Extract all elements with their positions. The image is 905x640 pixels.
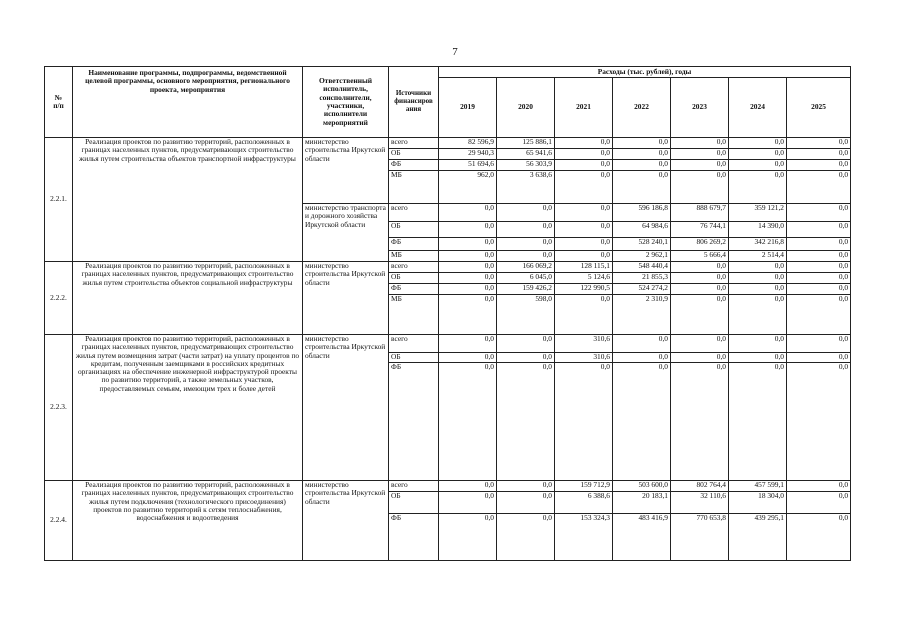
responsible-executor: министерство строительства Иркутской области (303, 262, 389, 335)
expense-value: 0,0 (787, 284, 851, 295)
expense-value: 503 600,0 (613, 481, 671, 492)
measure-name: Реализация проектов по развитию территорий, расположенных в границах населенных пунктов, предусматривающих строительство жилья путем подключения (технологического присоединения) проектов по развитию территорий к сетям теплоснабжения, водоснабжения и водоотведения (73, 481, 303, 561)
header-year: 2022 (613, 78, 671, 138)
funding-source: МБ (389, 251, 439, 262)
expense-value: 0,0 (439, 335, 497, 353)
expense-value: 0,0 (497, 514, 555, 561)
expense-value: 0,0 (729, 353, 787, 363)
expense-value: 0,0 (439, 514, 497, 561)
header-year: 2019 (439, 78, 497, 138)
expense-value: 2 310,9 (613, 295, 671, 335)
measure-name: Реализация проектов по развитию территорий, расположенных в границах населенных пунктов, предусматривающих строительство жилья путем строительства объектов социальной инфраструктуры (73, 262, 303, 335)
expense-value: 0,0 (497, 335, 555, 353)
funding-source: всего (389, 481, 439, 492)
expense-value: 0,0 (787, 273, 851, 284)
expense-value: 128 115,1 (555, 262, 613, 273)
expense-value: 166 069,2 (497, 262, 555, 273)
header-year: 2025 (787, 78, 851, 138)
table-row (45, 481, 851, 492)
expense-value: 0,0 (439, 251, 497, 262)
expense-value: 0,0 (555, 363, 613, 481)
expense-value: 64 984,6 (613, 222, 671, 238)
funding-source: МБ (389, 171, 439, 204)
expense-value: 0,0 (787, 481, 851, 492)
expense-value: 598,0 (497, 295, 555, 335)
expense-value: 0,0 (787, 514, 851, 561)
responsible-executor: министерство строительства Иркутской области (303, 335, 389, 481)
expense-value: 2 962,1 (613, 251, 671, 262)
expense-value: 0,0 (729, 160, 787, 171)
expense-value: 0,0 (439, 238, 497, 251)
expense-value: 528 240,1 (613, 238, 671, 251)
expense-value: 0,0 (613, 149, 671, 160)
expense-value: 0,0 (787, 335, 851, 353)
funding-source: всего (389, 335, 439, 353)
expense-value: 0,0 (555, 238, 613, 251)
expense-value: 0,0 (787, 171, 851, 204)
measure-name: Реализация проектов по развитию территорий, расположенных в границах населенных пунктов, предусматривающих строительство жилья путем возмещения затрат (части затрат) на уплату процентов по кредитам, полученным заемщиками в российских кредитных организациях на обеспечение инженерной инфраструктурой проекты по развитию территорий, а также земельных участков, предоставляемых семьям, имеющим трех и более детей (73, 335, 303, 481)
header-source: Источники финансиров ания (389, 67, 439, 138)
expense-value: 0,0 (729, 149, 787, 160)
header-name: Наименование программы, подпрограммы, ведомственной целевой программы, основного мероприятия, регионального проекта, мероприятия (73, 67, 303, 138)
expense-value: 82 596,9 (439, 138, 497, 149)
responsible-executor: министерство строительства Иркутской области (303, 138, 389, 204)
expense-value: 0,0 (555, 138, 613, 149)
expense-value: 0,0 (497, 222, 555, 238)
expense-value: 457 599,1 (729, 481, 787, 492)
expense-value: 65 941,6 (497, 149, 555, 160)
expense-value: 20 183,1 (613, 492, 671, 514)
expense-value: 0,0 (671, 171, 729, 204)
expense-value: 0,0 (729, 284, 787, 295)
expense-value: 0,0 (439, 492, 497, 514)
expense-value: 962,0 (439, 171, 497, 204)
expense-value: 0,0 (555, 295, 613, 335)
expense-value: 0,0 (439, 273, 497, 284)
header-year: 2023 (671, 78, 729, 138)
table-row (45, 335, 851, 353)
expense-value: 0,0 (729, 273, 787, 284)
funding-source: ФБ (389, 514, 439, 561)
funding-source: всего (389, 262, 439, 273)
expense-value: 0,0 (787, 149, 851, 160)
funding-source: ОБ (389, 353, 439, 363)
expense-value: 0,0 (497, 204, 555, 222)
expense-value: 0,0 (787, 138, 851, 149)
expense-value: 6 045,0 (497, 273, 555, 284)
expense-value: 310,6 (555, 353, 613, 363)
expense-value: 524 274,2 (613, 284, 671, 295)
expense-value: 0,0 (555, 204, 613, 222)
expense-value: 76 744,1 (671, 222, 729, 238)
expense-value: 0,0 (729, 363, 787, 481)
expense-value: 0,0 (439, 262, 497, 273)
table-row (45, 262, 851, 273)
expense-value: 18 304,0 (729, 492, 787, 514)
expense-value: 770 653,8 (671, 514, 729, 561)
expense-value: 6 388,6 (555, 492, 613, 514)
expense-value: 32 110,6 (671, 492, 729, 514)
header-year: 2024 (729, 78, 787, 138)
expense-value: 802 764,4 (671, 481, 729, 492)
expense-value: 0,0 (439, 204, 497, 222)
expense-value: 0,0 (787, 353, 851, 363)
expense-value: 122 990,5 (555, 284, 613, 295)
expense-value: 0,0 (671, 284, 729, 295)
expense-value: 0,0 (671, 335, 729, 353)
expense-value: 0,0 (729, 262, 787, 273)
expense-value: 0,0 (439, 363, 497, 481)
expense-value: 14 390,0 (729, 222, 787, 238)
expense-value: 0,0 (555, 171, 613, 204)
expense-value: 29 940,3 (439, 149, 497, 160)
expense-value: 0,0 (729, 335, 787, 353)
expense-value: 0,0 (439, 295, 497, 335)
expense-value: 0,0 (555, 160, 613, 171)
row-number: 2.2.3. (45, 335, 73, 481)
row-number: 2.2.4. (45, 481, 73, 561)
expense-value: 0,0 (787, 363, 851, 481)
expense-value: 342 216,8 (729, 238, 787, 251)
expense-value: 0,0 (439, 481, 497, 492)
expense-value: 0,0 (787, 262, 851, 273)
expense-value: 159 712,9 (555, 481, 613, 492)
expense-value: 0,0 (787, 222, 851, 238)
expense-value: 0,0 (787, 160, 851, 171)
expense-value: 596 186,8 (613, 204, 671, 222)
expense-value: 0,0 (613, 363, 671, 481)
expense-value: 0,0 (671, 262, 729, 273)
expense-value: 439 295,1 (729, 514, 787, 561)
expense-value: 0,0 (555, 222, 613, 238)
expense-value: 0,0 (613, 138, 671, 149)
expense-value: 0,0 (613, 171, 671, 204)
expense-value: 0,0 (787, 492, 851, 514)
expense-value: 3 638,6 (497, 171, 555, 204)
expense-value: 0,0 (671, 149, 729, 160)
header-year: 2020 (497, 78, 555, 138)
expense-value: 0,0 (729, 138, 787, 149)
funding-source: ФБ (389, 363, 439, 481)
expense-value: 0,0 (439, 222, 497, 238)
header-num: № п/п (45, 67, 73, 138)
measure-name: Реализация проектов по развитию территорий, расположенных в границах населенных пунктов, предусматривающих строительство жилья путем строительства объектов транспортной инфраструктуры (73, 138, 303, 262)
expense-value: 359 121,2 (729, 204, 787, 222)
funding-source: ФБ (389, 284, 439, 295)
expense-value: 0,0 (787, 295, 851, 335)
expense-value: 5 666,4 (671, 251, 729, 262)
expense-value: 0,0 (787, 204, 851, 222)
expense-value: 0,0 (497, 492, 555, 514)
expense-value: 0,0 (439, 353, 497, 363)
funding-source: всего (389, 138, 439, 149)
page-number: 7 (452, 46, 458, 58)
expense-value: 0,0 (555, 251, 613, 262)
responsible-executor: министерство транспорта и дорожного хозяйства Иркутской области (303, 204, 389, 262)
expense-value: 0,0 (671, 363, 729, 481)
funding-source: ФБ (389, 160, 439, 171)
expense-value: 0,0 (613, 353, 671, 363)
expense-value: 806 269,2 (671, 238, 729, 251)
funding-source: ОБ (389, 222, 439, 238)
expense-value: 548 440,4 (613, 262, 671, 273)
table-row (45, 138, 851, 149)
expense-value: 0,0 (497, 481, 555, 492)
header-responsible: Ответственный исполнитель, соисполнители, участники, исполнители мероприятий (303, 67, 389, 138)
expense-value: 125 886,1 (497, 138, 555, 149)
expense-value: 0,0 (497, 353, 555, 363)
expense-value: 0,0 (555, 149, 613, 160)
expense-value: 0,0 (671, 138, 729, 149)
responsible-executor: министерство строительства Иркутской области (303, 481, 389, 561)
funding-source: ОБ (389, 273, 439, 284)
funding-source: всего (389, 204, 439, 222)
expense-value: 310,6 (555, 335, 613, 353)
expense-value: 0,0 (497, 251, 555, 262)
header-expenses: Расходы (тыс. рублей), годы (439, 67, 851, 78)
expense-value: 21 855,3 (613, 273, 671, 284)
expense-value: 5 124,6 (555, 273, 613, 284)
funding-source: МБ (389, 295, 439, 335)
expense-value: 0,0 (787, 238, 851, 251)
expense-value: 56 303,9 (497, 160, 555, 171)
funding-source: ФБ (389, 238, 439, 251)
expense-value: 888 679,7 (671, 204, 729, 222)
expense-value: 153 324,3 (555, 514, 613, 561)
funding-source: ОБ (389, 149, 439, 160)
expense-value: 0,0 (671, 160, 729, 171)
row-number: 2.2.2. (45, 262, 73, 335)
expense-value: 0,0 (497, 363, 555, 481)
expense-value: 0,0 (787, 251, 851, 262)
expense-value: 0,0 (613, 160, 671, 171)
expense-value: 483 416,9 (613, 514, 671, 561)
expense-value: 0,0 (729, 171, 787, 204)
budget-table (44, 66, 851, 561)
expense-value: 0,0 (671, 353, 729, 363)
expense-value: 0,0 (671, 295, 729, 335)
expense-value: 0,0 (439, 284, 497, 295)
expense-value: 0,0 (497, 238, 555, 251)
expense-value: 0,0 (729, 295, 787, 335)
expense-value: 51 694,6 (439, 160, 497, 171)
expense-value: 0,0 (671, 273, 729, 284)
expense-value: 159 426,2 (497, 284, 555, 295)
header-year: 2021 (555, 78, 613, 138)
row-number: 2.2.1. (45, 138, 73, 262)
expense-value: 0,0 (613, 335, 671, 353)
funding-source: ОБ (389, 492, 439, 514)
expense-value: 2 514,4 (729, 251, 787, 262)
